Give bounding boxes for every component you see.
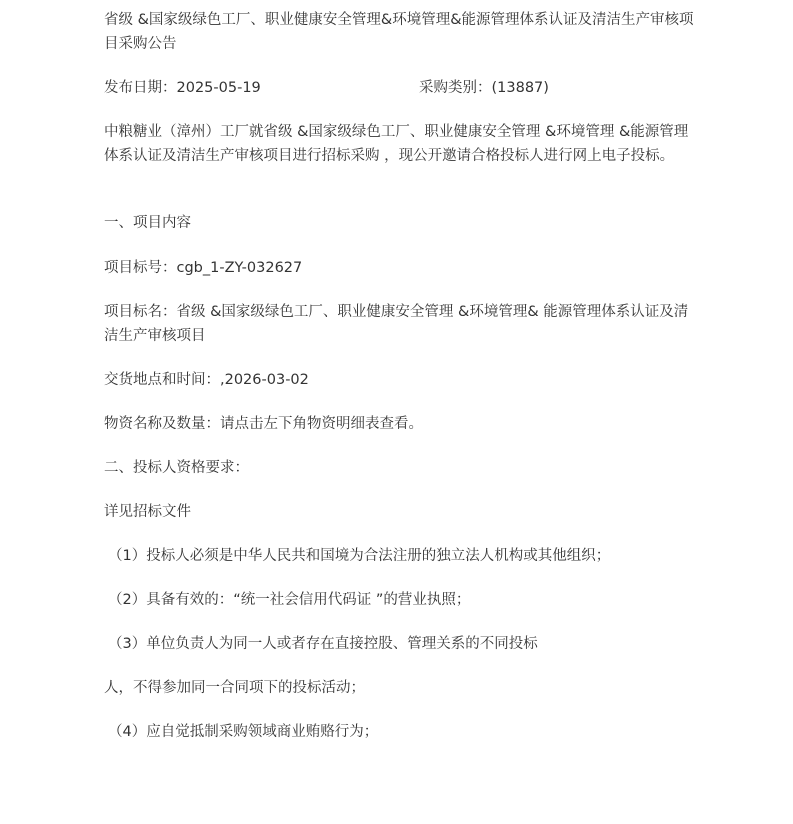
publish-date-value: 2025-05-19	[176, 80, 261, 96]
section-1-heading: 一、项目内容	[104, 215, 191, 231]
publish-date-label: 发布日期：	[104, 80, 177, 96]
project-number-label: 项目标号：	[104, 260, 177, 276]
project-name	[104, 300, 694, 348]
requirement-item: （4）应自觉抵制采购领域商业贿赂行为；	[108, 724, 379, 740]
delivery-info	[104, 368, 694, 392]
requirement-item-continued: 人，不得参加同一合同项下的投标活动；	[104, 680, 365, 696]
materials-label: 物资名称及数量：	[104, 416, 220, 432]
requirement-item: （1）投标人必须是中华人民共和国境为合法注册的独立法人机构或其他组织；	[108, 548, 611, 564]
publish-date	[104, 76, 261, 100]
meta-row	[104, 76, 694, 100]
requirement-item: （2）具备有效的：“统一社会信用代码证 ”的营业执照；	[108, 592, 471, 608]
intro-paragraph: 中粮糖业（漳州）工厂就省级 &国家级绿色工厂、职业健康安全管理 &环境管理 &能源管理体系认证及清洁生产审核项目进行招标采购 ，现公开邀请合格投标人进行网上电子投标。	[104, 124, 689, 164]
category-value: (13887)	[491, 80, 549, 96]
project-name-value: 省级 &国家级绿色工厂、职业健康安全管理 &环境管理& 能源管理体系认证及清洁生产审核项目	[104, 304, 689, 344]
section-2-heading: 二、投标人资格要求：	[104, 460, 249, 476]
procurement-category	[419, 76, 549, 100]
requirement-item: （3）单位负责人为同一人或者存在直接控股、管理关系的不同投标	[108, 636, 538, 652]
materials-value: 请点击左下角物资明细表查看。	[220, 416, 423, 432]
project-name-label: 项目标名：	[104, 304, 177, 320]
materials-info	[104, 412, 694, 436]
announcement-title: 省级 &国家级绿色工厂、职业健康安全管理&环境管理&能源管理体系认证及清洁生产审核项目采购公告	[104, 12, 694, 52]
category-label: 采购类别：	[419, 80, 492, 96]
delivery-value: ,2026-03-02	[220, 372, 309, 388]
project-number	[104, 256, 694, 280]
delivery-label: 交货地点和时间：	[104, 372, 220, 388]
project-number-value: cgb_1-ZY-032627	[176, 260, 303, 276]
see-tender-documents: 详见招标文件	[104, 504, 191, 520]
